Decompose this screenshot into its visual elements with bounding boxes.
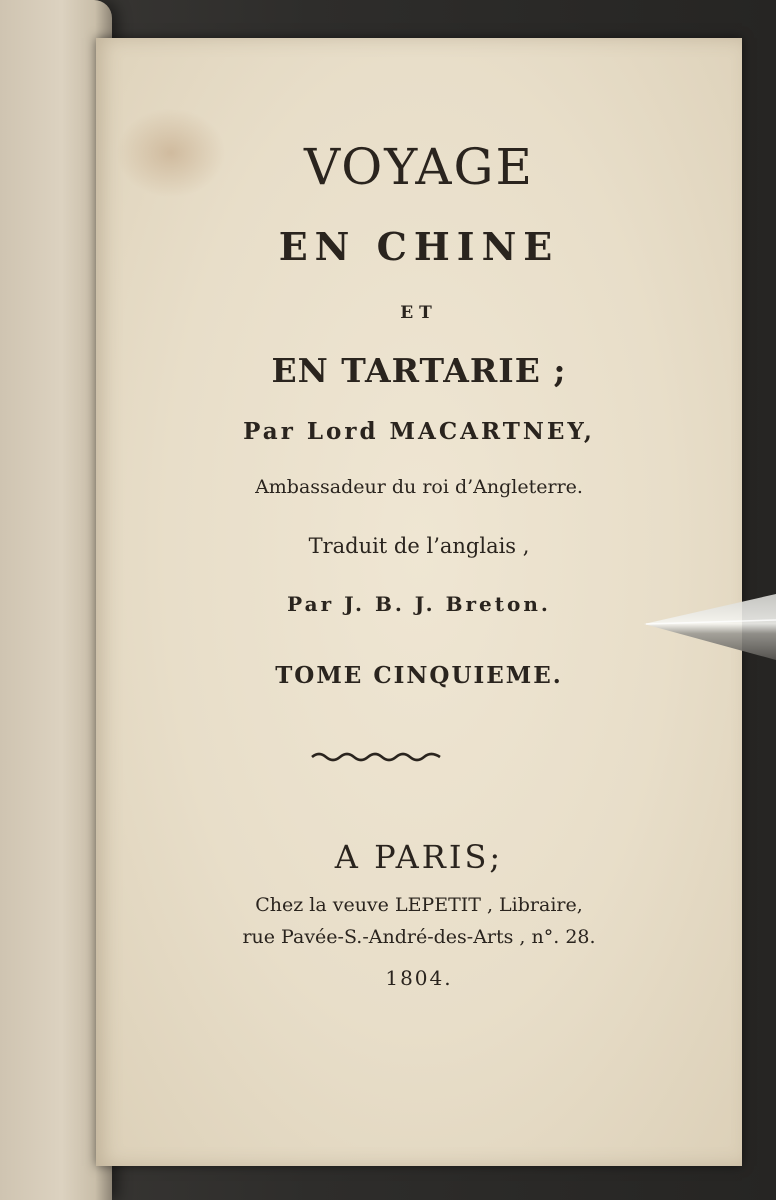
subtitle-line-2: EN TARTARIE ; <box>271 351 567 390</box>
imprint-address: rue Pavée-S.-André-des-Arts , n°. 28. <box>242 926 596 948</box>
translator-line: Par J. B. J. Breton. <box>287 592 551 616</box>
imprint-year: 1804. <box>385 966 453 990</box>
imprint-place: A PARIS; <box>334 838 504 876</box>
author-role: Ambassadeur du roi d’Angleterre. <box>255 476 583 498</box>
translation-note: Traduit de l’anglais , <box>308 534 530 558</box>
subtitle-line-1: EN CHINE <box>278 224 560 269</box>
volume-label: TOME CINQUIEME. <box>275 662 563 689</box>
printer-ornament <box>310 750 442 764</box>
subtitle-connector: ET <box>400 303 438 323</box>
imprint-publisher: Chez la veuve LEPETIT , Libraire, <box>255 894 583 916</box>
clear-pointer-icon <box>644 590 776 662</box>
book-title: VOYAGE <box>304 138 534 196</box>
author-line: Par Lord MACARTNEY, <box>243 418 595 445</box>
